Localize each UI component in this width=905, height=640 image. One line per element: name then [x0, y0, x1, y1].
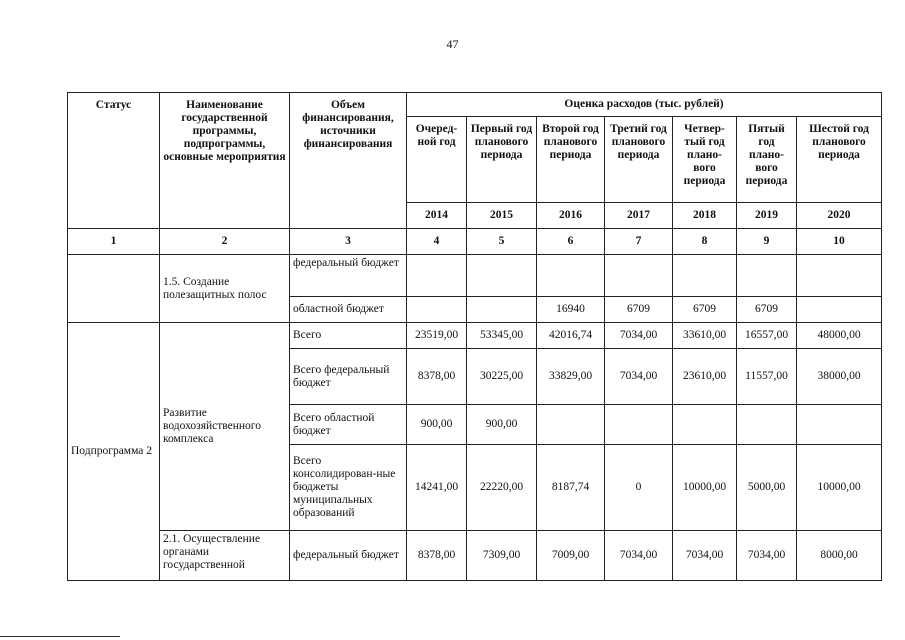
value-cell	[467, 297, 537, 323]
year: 2019	[737, 203, 797, 229]
column-number: 10	[797, 229, 882, 255]
year-label: Второй год планового периода	[537, 117, 605, 203]
value-cell: 900,00	[467, 405, 537, 445]
value-cell: 8378,00	[407, 531, 467, 581]
value-cell: 53345,00	[467, 323, 537, 349]
header-name: Наименование государственной программы, подпрограммы, основные мероприятия	[160, 93, 290, 229]
footer-rule	[0, 636, 120, 637]
funding-source: Всего консолидирован-ные бюджеты муниципальных образований	[290, 445, 407, 531]
value-cell: 7009,00	[537, 531, 605, 581]
table-row	[68, 531, 882, 581]
value-cell: 7309,00	[467, 531, 537, 581]
table-row	[68, 323, 882, 349]
value-cell	[797, 297, 882, 323]
value-cell: 23610,00	[673, 349, 737, 405]
page-number: 47	[446, 37, 459, 51]
year: 2014	[407, 203, 467, 229]
year-label: Первый год планового периода	[467, 117, 537, 203]
value-cell: 16557,00	[737, 323, 797, 349]
year: 2018	[673, 203, 737, 229]
value-cell: 16940	[537, 297, 605, 323]
value-cell: 14241,00	[407, 445, 467, 531]
value-cell: 7034,00	[673, 531, 737, 581]
value-cell: 10000,00	[673, 445, 737, 531]
value-cell: 7034,00	[605, 349, 673, 405]
funding-source: областной бюджет	[290, 297, 407, 323]
value-cell: 8187,74	[537, 445, 605, 531]
value-cell: 33829,00	[537, 349, 605, 405]
value-cell	[797, 405, 882, 445]
value-cell: 33610,00	[673, 323, 737, 349]
value-cell: 48000,00	[797, 323, 882, 349]
value-cell: 6709	[605, 297, 673, 323]
subprogram-name: Развитие водохозяйственного комплекса	[160, 323, 290, 531]
value-cell: 10000,00	[797, 445, 882, 531]
status-cell	[68, 255, 160, 323]
value-cell: 0	[605, 445, 673, 531]
value-cell: 38000,00	[797, 349, 882, 405]
column-number: 5	[467, 229, 537, 255]
value-cell: 7034,00	[605, 323, 673, 349]
budget-table	[67, 92, 882, 581]
year-label: Пятый год плано-вого периода	[737, 117, 797, 203]
value-cell	[737, 405, 797, 445]
year-label: Шестой год планового периода	[797, 117, 882, 203]
header-status: Статус	[68, 93, 160, 229]
value-cell: 22220,00	[467, 445, 537, 531]
value-cell: 8378,00	[407, 349, 467, 405]
header-estimate: Оценка расходов (тыс. рублей)	[407, 93, 882, 117]
value-cell	[537, 405, 605, 445]
value-cell: 7034,00	[605, 531, 673, 581]
activity-name: 1.5. Создание полезащитных полос	[160, 255, 290, 323]
funding-source: федеральный бюджет	[290, 255, 407, 297]
subprogram-status: Подпрограмма 2	[68, 323, 160, 581]
value-cell: 6709	[673, 297, 737, 323]
year-label: Очеред-ной год	[407, 117, 467, 203]
year: 2015	[467, 203, 537, 229]
year-label: Третий год планового периода	[605, 117, 673, 203]
column-number: 4	[407, 229, 467, 255]
value-cell: 8000,00	[797, 531, 882, 581]
column-number: 6	[537, 229, 605, 255]
table-row	[68, 255, 882, 297]
value-cell: 7034,00	[737, 531, 797, 581]
value-cell: 5000,00	[737, 445, 797, 531]
value-cell: 900,00	[407, 405, 467, 445]
year: 2016	[537, 203, 605, 229]
value-cell	[407, 297, 467, 323]
value-cell: 42016,74	[537, 323, 605, 349]
funding-source: федеральный бюджет	[290, 531, 407, 581]
value-cell: 6709	[737, 297, 797, 323]
column-number: 2	[160, 229, 290, 255]
column-number: 9	[737, 229, 797, 255]
column-number: 8	[673, 229, 737, 255]
column-number: 3	[290, 229, 407, 255]
funding-source: Всего	[290, 323, 407, 349]
value-cell: 11557,00	[737, 349, 797, 405]
value-cell: 23519,00	[407, 323, 467, 349]
value-cell: 30225,00	[467, 349, 537, 405]
year: 2017	[605, 203, 673, 229]
value-cell	[673, 405, 737, 445]
activity-name: 2.1. Осуществление органами государственной	[160, 531, 290, 581]
year: 2020	[797, 203, 882, 229]
column-number: 7	[605, 229, 673, 255]
value-cell	[605, 405, 673, 445]
header-volume: Объем финансирования, источники финансирования	[290, 93, 407, 229]
column-number: 1	[68, 229, 160, 255]
funding-source: Всего областной бюджет	[290, 405, 407, 445]
funding-source: Всего федеральный бюджет	[290, 349, 407, 405]
year-label: Четвер-тый год плано-вого периода	[673, 117, 737, 203]
